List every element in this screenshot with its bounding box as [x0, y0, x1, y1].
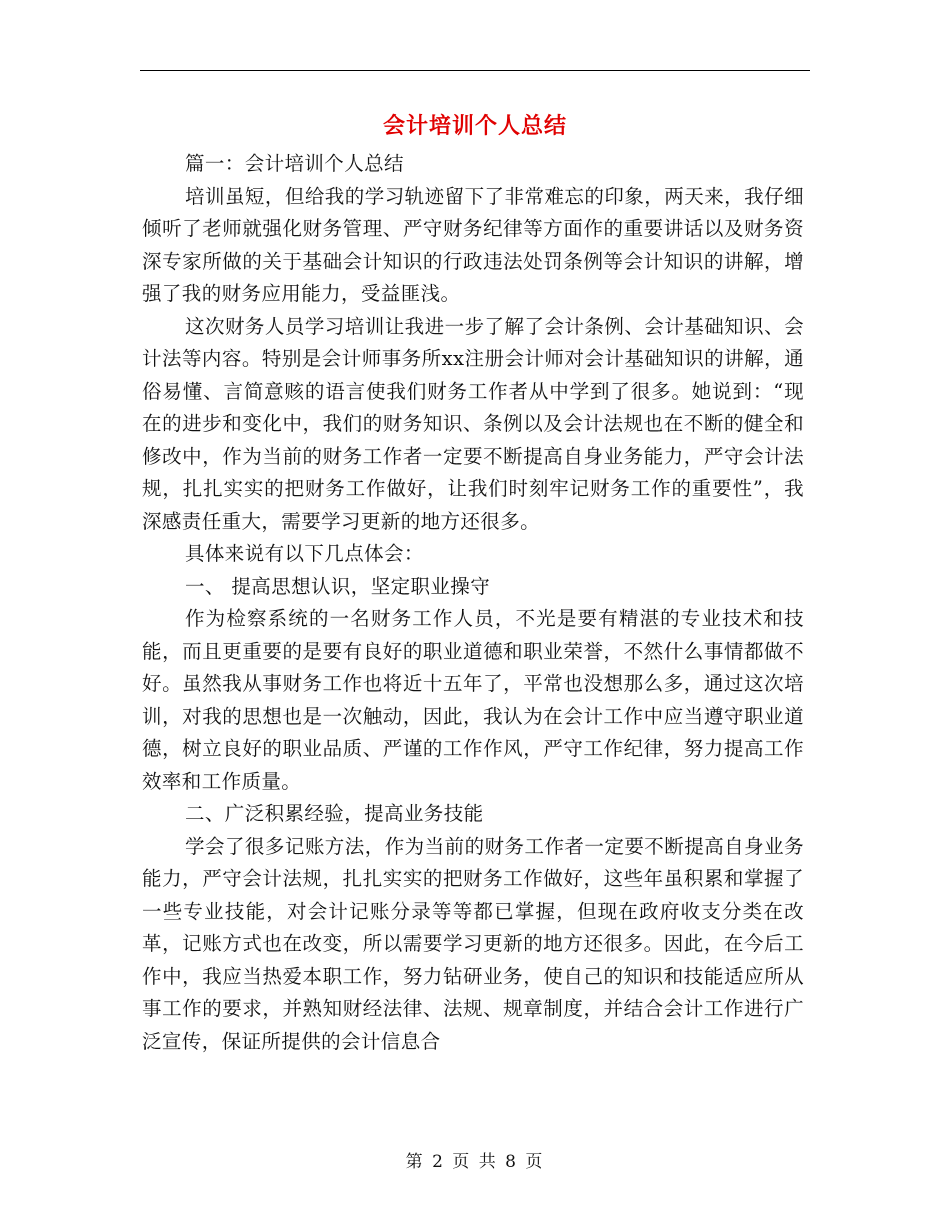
paragraph-section-one: 作为检察系统的一名财务工作人员，不光是要有精湛的专业技术和技能，而且更重要的是要有良好的职业道德和职业荣誉，不然什么事情都做不好。虽然我从事财务工作也将近十五年了，平常也没想那么多，通过这次培训，对我的思想也是一次触动，因此，我认为在会计工作中应当遵守职业道德，树立良好的职业品质、严谨的工作作风，严守工作纪律，努力提高工作效率和工作质量。 — [142, 607, 804, 793]
paragraph-heading-part-one: 篇一：会计培训个人总结 — [185, 152, 404, 175]
document-body — [142, 148, 804, 1058]
section-heading-one: 一、 提高思想认识，坚定职业操守 — [185, 574, 491, 598]
document-title: 会计培训个人总结 — [382, 114, 567, 139]
header-rule — [140, 70, 810, 71]
page-number-footer: 第 2 页 共 8 页 — [405, 1152, 545, 1172]
paragraph-intro: 培训虽短，但给我的学习轨迹留下了非常难忘的印象，两天来，我仔细倾听了老师就强化财务管理、严守财务纪律等方面作的重要讲话以及财务资深专家所做的关于基础会计知识的行政违法处罚条例等会计知识的讲解，增强了我的财务应用能力，受益匪浅。 — [142, 184, 804, 305]
paragraph-training-content: 这次财务人员学习培训让我进一步了解了会计条例、会计基础知识、会计法等内容。特别是会计师事务所xx注册会计师对会计基础知识的讲解，通俗易懂、言简意赅的语言使我们财务工作者从中学到了很多。她说到：“现在的进步和变化中，我们的财务知识、条例以及会计法规也在不断的健全和修改中，作为当前的财务工作者一定要不断提高自身业务能力，严守会计法规，扎扎实实的把财务工作做好，让我们时刻牢记财务工作的重要性”，我深感责任重大，需要学习更新的地方还很多。 — [142, 314, 804, 533]
paragraph-section-two: 学会了很多记账方法，作为当前的财务工作者一定要不断提高自身业务能力，严守会计法规，扎扎实实的把财务工作做好，这些年虽积累和掌握了一些专业技能，对会计记账分录等等都已掌握，但现在政府收支分类在改革，记账方式也在改变，所以需要学习更新的地方还很多。因此，在今后工作中，我应当热爱本职工作，努力钻研业务，使自己的知识和技能适应所从事工作的要求，并熟知财经法律、法规、规章制度，并结合会计工作进行广泛宣传，保证所提供的会计信息合 — [142, 834, 804, 1053]
paragraph-points-intro: 具体来说有以下几点体会： — [185, 542, 424, 565]
section-heading-two: 二、广泛积累经验，提高业务技能 — [185, 802, 484, 825]
